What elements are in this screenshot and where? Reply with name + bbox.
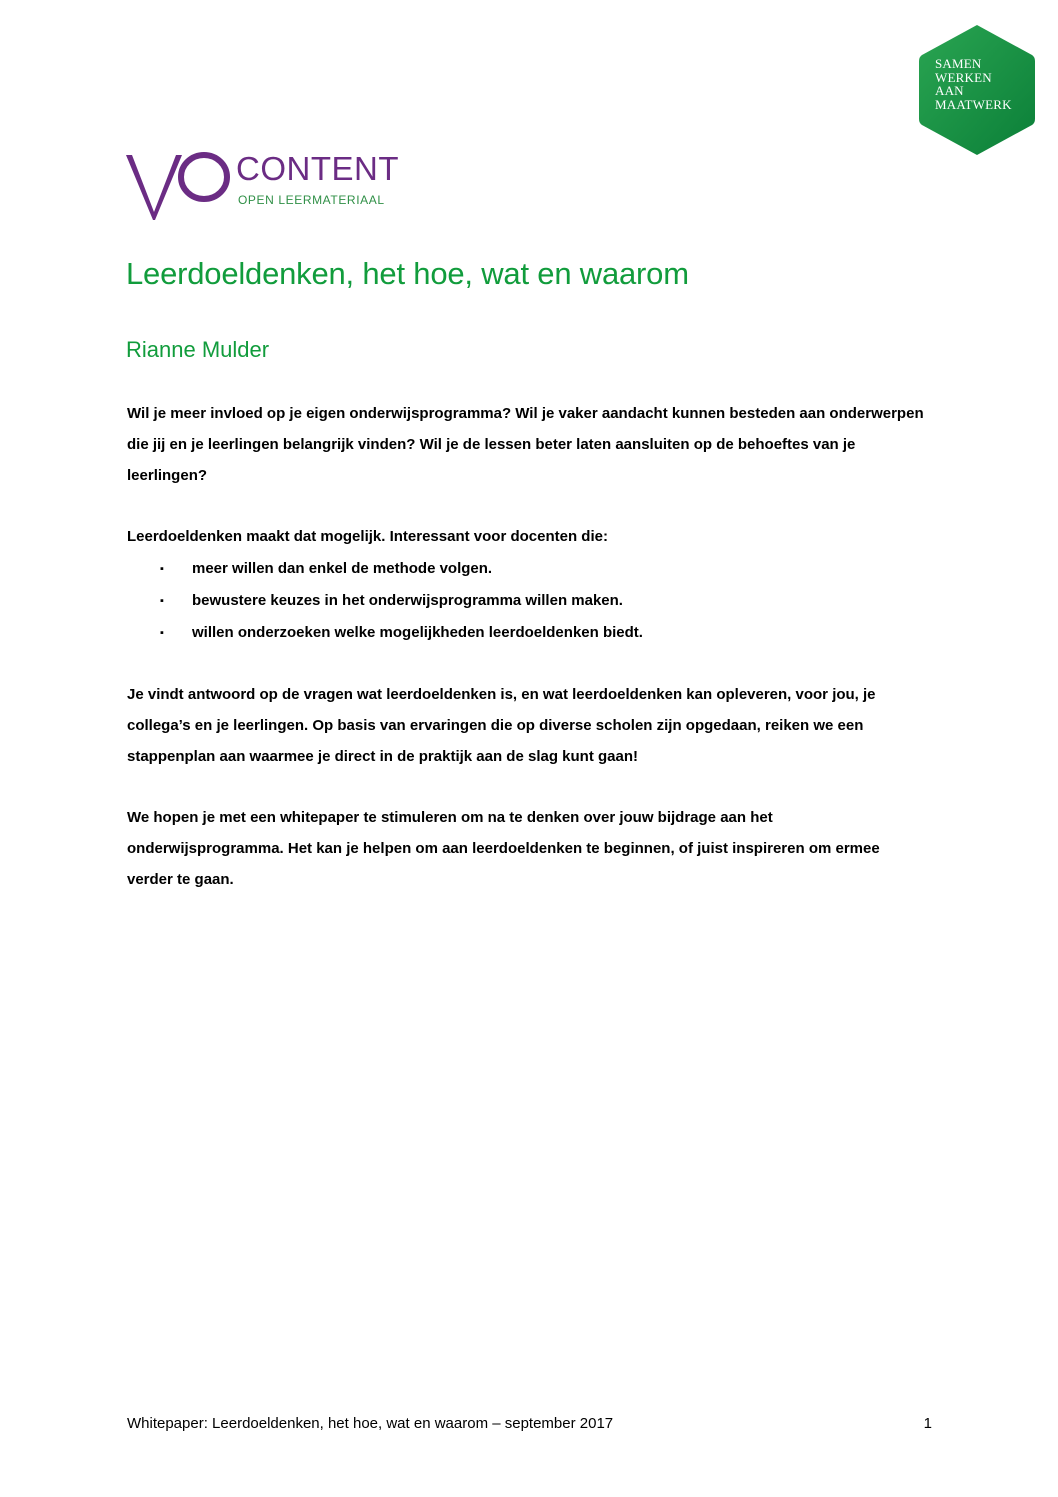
document-title: Leerdoeldenken, het hoe, wat en waarom bbox=[126, 256, 689, 291]
bullet-list bbox=[127, 553, 927, 649]
paragraph-lead: Leerdoeldenken maakt dat mogelijk. Interessant voor docenten die: bbox=[127, 528, 608, 545]
badge-line: AAN bbox=[935, 83, 964, 98]
footer-text: Whitepaper: Leerdoeldenken, het hoe, wat en waarom – september 2017 bbox=[127, 1415, 614, 1432]
bullet-icon: ▪ bbox=[160, 595, 164, 607]
list-item-text: meer willen dan enkel de methode volgen. bbox=[192, 560, 493, 577]
bullet-icon: ▪ bbox=[160, 563, 164, 575]
paragraph-intro: Wil je meer invloed op je eigen onderwijsprogramma? Wil je vaker aandacht kunnen besteden aan onderwerpen die jij en je leerlingen belangrijk vinden? Wil je de lessen beter laten aansluiten op de behoeftes van je leerlingen? bbox=[127, 405, 924, 484]
logo-subtitle: OPEN LEERMATERIAAL bbox=[238, 193, 385, 207]
document-body bbox=[127, 398, 927, 925]
paragraph-closing: We hopen je met een whitepaper te stimuleren om na te denken over jouw bijdrage aan het onderwijsprogramma. Het kan je helpen om aan leerdoeldenken te beginnen, of juist inspireren om ermee verder te gaan. bbox=[127, 809, 880, 888]
badge-line: MAATWERK bbox=[935, 96, 1012, 112]
badge-text bbox=[935, 57, 1012, 111]
paragraph-answers: Je vindt antwoord op de vragen wat leerdoeldenken is, en wat leerdoeldenken kan opleveren, voor jou, je collega’s en je leerlingen. Op basis van ervaringen die op diverse scholen zijn opgedaan, reiken we een stappenplan aan waarmee je direct in de praktijk aan de slag kunt gaan! bbox=[127, 686, 876, 765]
samen-werken-badge bbox=[918, 23, 1036, 157]
list-item bbox=[127, 553, 927, 585]
list-item bbox=[127, 585, 927, 617]
vo-logo-mark bbox=[124, 150, 236, 222]
badge-line: WERKEN bbox=[935, 69, 992, 85]
bullet-icon: ▪ bbox=[160, 627, 164, 639]
list-item bbox=[127, 617, 927, 649]
document-author: Rianne Mulder bbox=[126, 337, 270, 362]
badge-line: SAMEN bbox=[935, 56, 982, 71]
list-item-text: bewustere keuzes in het onderwijsprogramma willen maken. bbox=[192, 592, 623, 609]
logo-name: CONTENT bbox=[236, 150, 399, 187]
page-number: 1 bbox=[923, 1415, 932, 1432]
list-item-text: willen onderzoeken welke mogelijkheden leerdoeldenken biedt. bbox=[192, 624, 643, 641]
vo-content-logo bbox=[124, 150, 424, 225]
